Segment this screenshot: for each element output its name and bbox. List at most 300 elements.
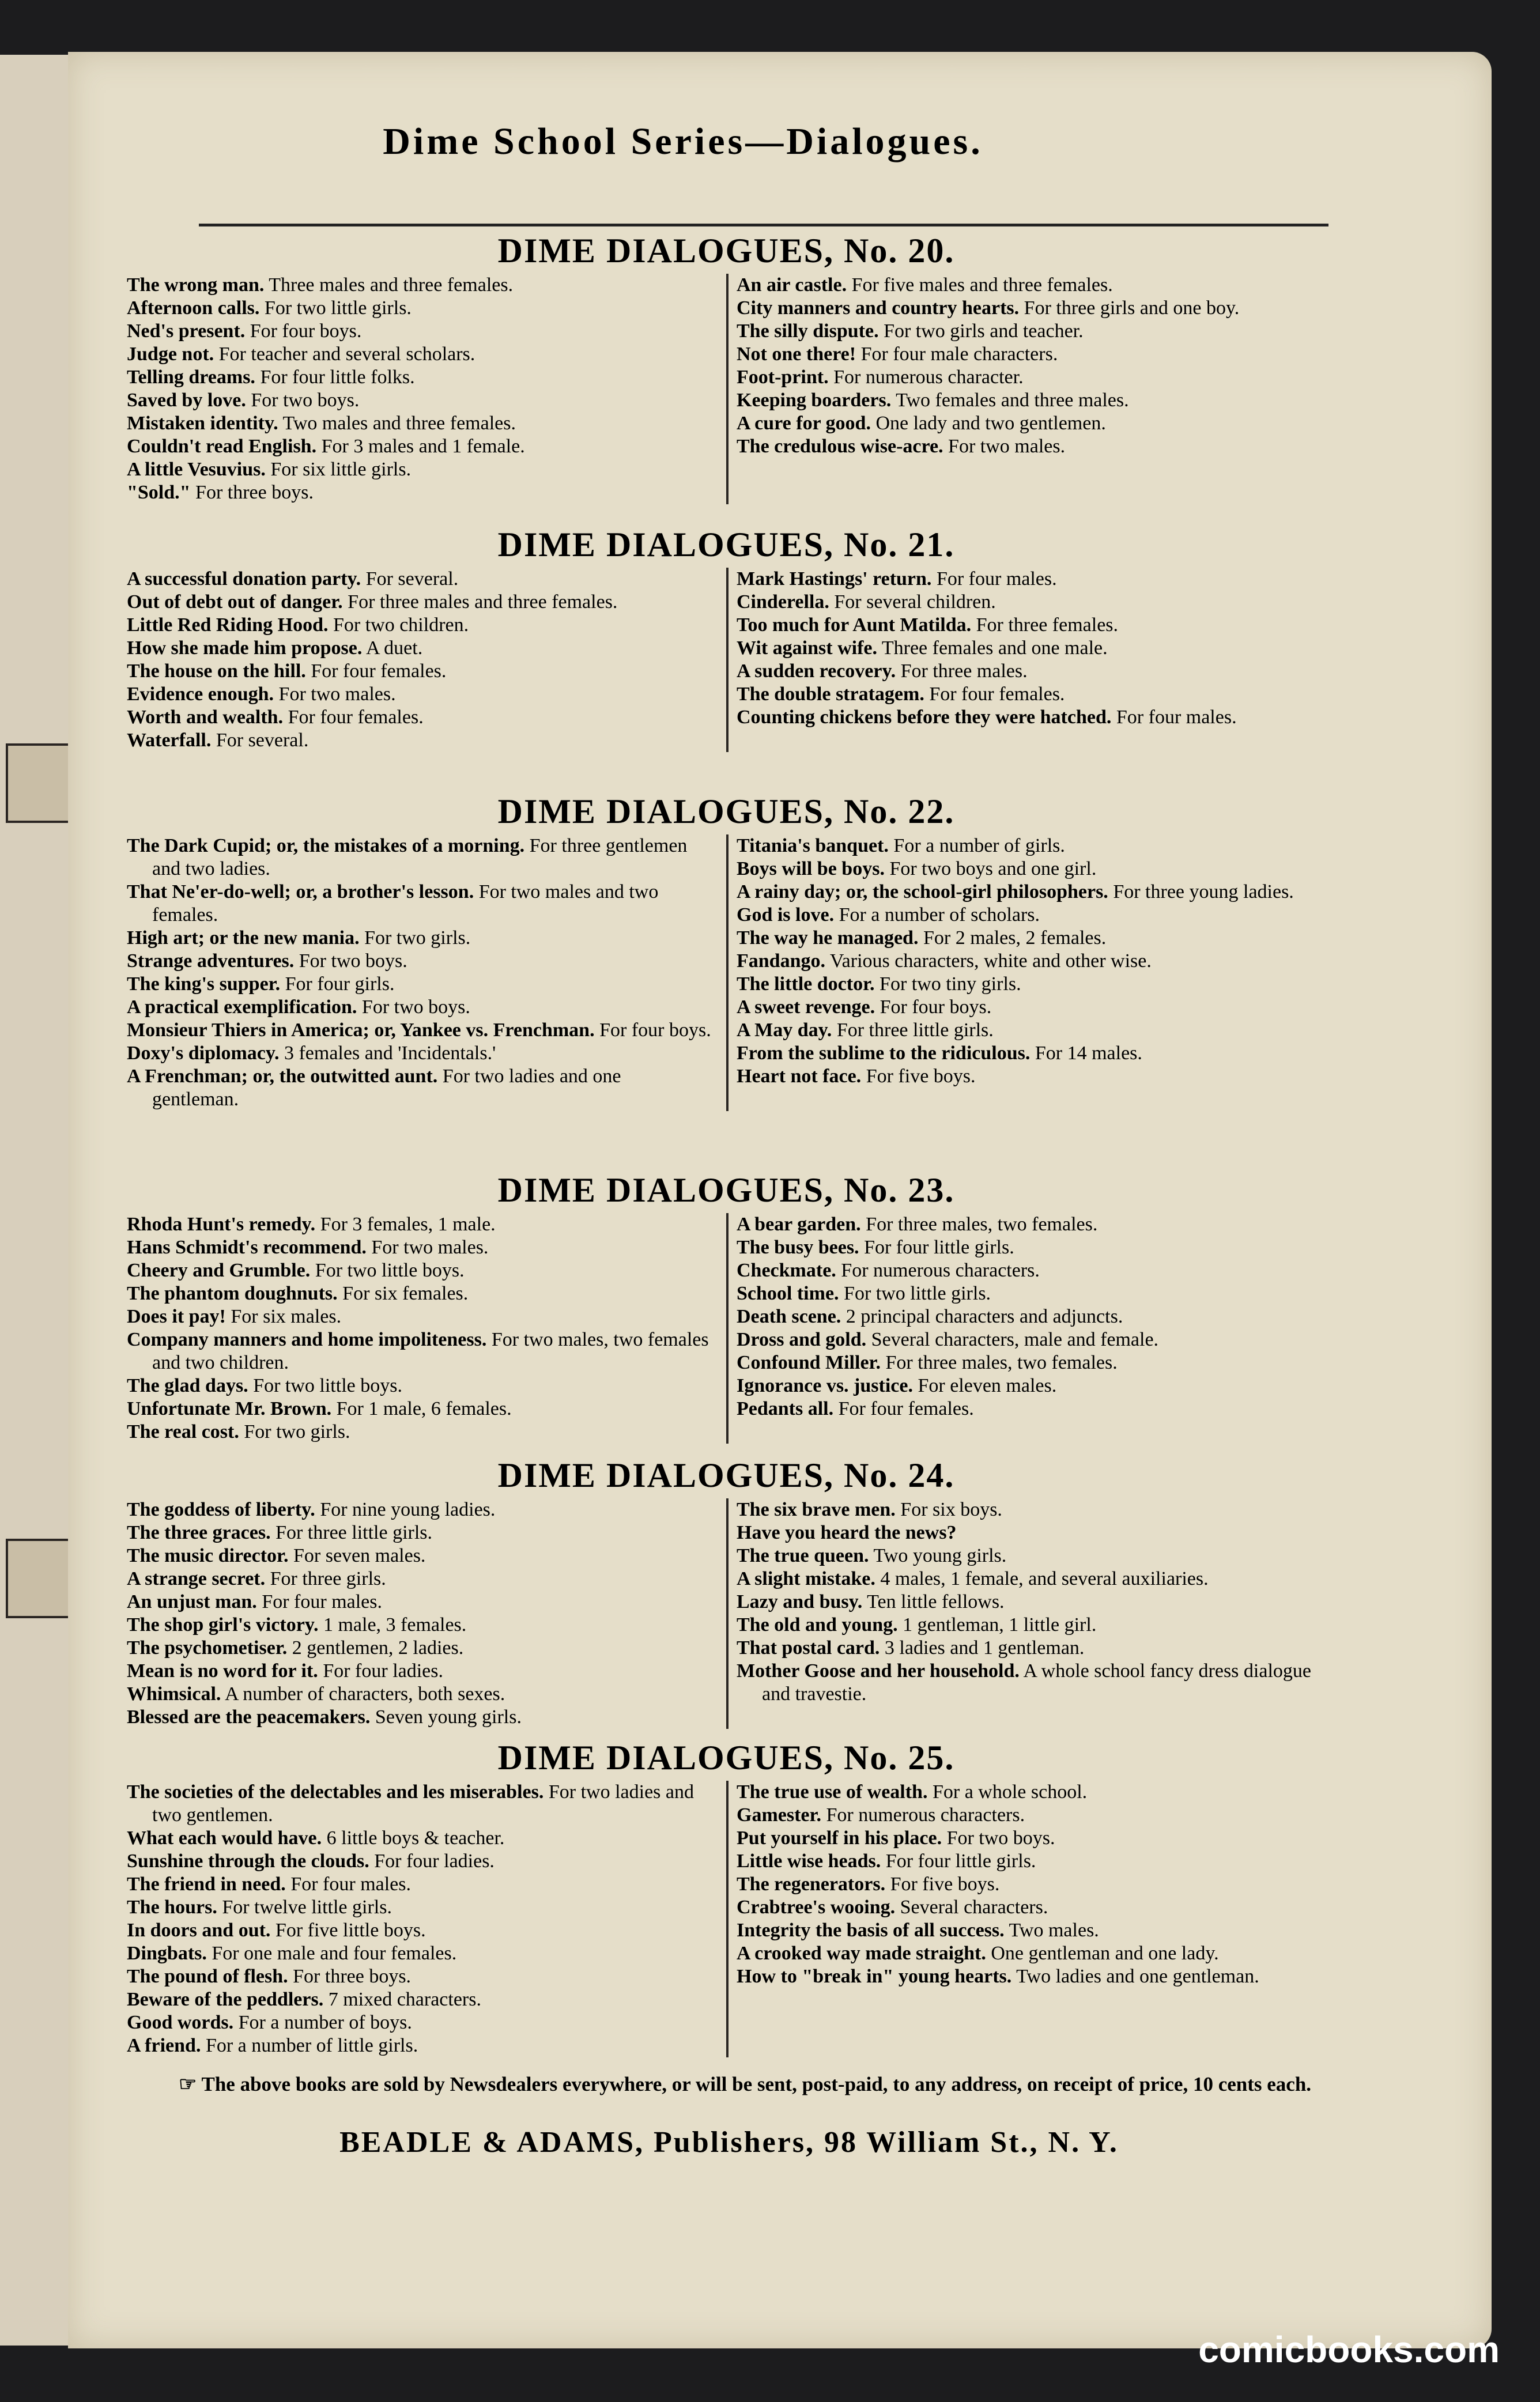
dialogue-entry — [737, 1019, 1326, 1042]
dialogue-cast: For four boys. — [594, 1019, 711, 1041]
dialogue-cast: For two ladies and two gentlemen. — [152, 1781, 694, 1826]
watermark: comicbooks.com — [1198, 2329, 1500, 2370]
dialogue-entry — [737, 435, 1326, 458]
dialogue-cast: For two boys. — [294, 950, 407, 972]
dialogue-section — [127, 1167, 1326, 1444]
dialogue-entry — [127, 1942, 711, 1965]
dialogue-entry — [127, 1042, 711, 1065]
dialogue-cast: For five little boys. — [270, 1920, 426, 1941]
dialogue-entry — [127, 973, 711, 996]
dialogue-entry — [737, 1282, 1326, 1305]
dialogue-cast: For four males. — [1111, 707, 1237, 728]
dialogue-entry — [127, 1873, 711, 1896]
column-right — [726, 274, 1326, 504]
dialogue-cast: For two ladies and one gentleman. — [152, 1066, 621, 1110]
header-rule — [199, 224, 1328, 226]
dialogue-title: Beware of the peddlers. — [127, 1989, 324, 2010]
section-title: DIME DIALOGUES, No. 22. — [497, 792, 955, 830]
dialogue-title: Rhoda Hunt's remedy. — [127, 1214, 316, 1235]
dialogue-title: Sunshine through the clouds. — [127, 1850, 369, 1872]
dialogue-title: City manners and country hearts. — [737, 297, 1020, 319]
dialogue-entry — [127, 660, 711, 683]
dialogue-title: Mother Goose and her household. — [737, 1660, 1020, 1682]
dialogue-cast: For a number of girls. — [888, 835, 1065, 856]
dialogue-title: An unjust man. — [127, 1591, 257, 1612]
dialogue-cast: For four little girls. — [881, 1850, 1036, 1872]
dialogue-section — [127, 1735, 1326, 2057]
column-right — [726, 834, 1326, 1111]
dialogue-entry — [737, 1873, 1326, 1896]
dialogue-title: Gamester. — [737, 1804, 821, 1826]
dialogue-title: The hours. — [127, 1897, 217, 1918]
dialogue-title: Worth and wealth. — [127, 707, 284, 728]
binding-tab-upper — [6, 743, 74, 823]
column-left — [127, 274, 726, 504]
dialogue-title: Couldn't read English. — [127, 436, 317, 457]
dialogue-entry — [737, 858, 1326, 881]
dialogue-cast: For two little boys. — [310, 1260, 465, 1281]
dialogue-entry — [127, 1568, 711, 1591]
column-right — [726, 568, 1326, 752]
dialogue-entry — [127, 996, 711, 1019]
column-right — [726, 1498, 1326, 1729]
dialogue-cast: For several children. — [829, 591, 996, 613]
dialogue-title: Pedants all. — [737, 1398, 834, 1419]
dialogue-entry — [737, 881, 1326, 904]
dialogue-title: A crooked way made straight. — [737, 1943, 986, 1964]
dialogue-entry — [737, 1804, 1326, 1827]
dialogue-entry — [737, 996, 1326, 1019]
dialogue-entry — [127, 1965, 711, 1988]
dialogue-cast: For two males. — [366, 1237, 489, 1258]
column-right — [726, 1781, 1326, 2057]
dialogue-cast: For two girls. — [359, 927, 471, 949]
dialogue-cast: For two little girls. — [839, 1283, 991, 1304]
dialogue-title: Keeping boarders. — [737, 390, 892, 411]
dialogue-title: Integrity the basis of all success. — [737, 1920, 1005, 1941]
dialogue-cast: For numerous characters. — [821, 1804, 1025, 1826]
dialogue-cast: Three males and three females. — [264, 274, 514, 296]
dialogue-entry — [737, 834, 1326, 858]
dialogue-cast: For four ladies. — [369, 1850, 495, 1872]
dialogue-title: Good words. — [127, 2012, 234, 2033]
dialogue-title: Out of debt out of danger. — [127, 591, 343, 613]
dialogue-cast: For three males and three females. — [342, 591, 618, 613]
dialogue-cast: For 14 males. — [1030, 1043, 1142, 1064]
dialogue-entry — [127, 1706, 711, 1729]
dialogue-cast: For four girls. — [280, 973, 395, 995]
column-left — [127, 1498, 726, 1729]
dialogue-cast: For three females. — [971, 614, 1119, 636]
dialogue-cast: For seven males. — [288, 1545, 426, 1566]
dialogue-cast: For four females. — [305, 660, 447, 682]
dialogue-title: The music director. — [127, 1545, 289, 1566]
publisher-line: BEADLE & ADAMS, Publishers, 98 William St., N. Y. — [339, 2126, 1119, 2159]
dialogue-cast: For four males. — [931, 568, 1057, 590]
dialogue-cast: 2 principal characters and adjuncts. — [841, 1306, 1123, 1327]
dialogue-entry — [127, 320, 711, 343]
dialogue-cast: Three females and one male. — [877, 637, 1108, 659]
dialogue-title: Dingbats. — [127, 1943, 207, 1964]
dialogue-title: Doxy's diplomacy. — [127, 1043, 280, 1064]
dialogue-title: The silly dispute. — [737, 320, 879, 342]
dialogue-entry — [737, 1236, 1326, 1259]
dialogue-entry — [127, 1850, 711, 1873]
dialogue-cast: One gentleman and one lady. — [986, 1943, 1219, 1964]
dialogue-entry — [737, 1919, 1326, 1942]
footer-note: ☞ The above books are sold by Newsdealers everywhere, or will be sent, post-paid, to any address, on receipt of price, 10 cents each. — [179, 2073, 1312, 2095]
dialogue-cast: Various characters, white and other wise. — [825, 950, 1152, 972]
dialogue-entry — [737, 1498, 1326, 1521]
dialogue-title: Cheery and Grumble. — [127, 1260, 311, 1281]
section-title: DIME DIALOGUES, No. 20. — [497, 232, 955, 270]
dialogue-title: A May day. — [737, 1019, 832, 1041]
dialogue-cast: For two tiny girls. — [874, 973, 1021, 995]
dialogue-cast: For two boys. — [357, 996, 470, 1018]
dialogue-cast: For four ladies. — [318, 1660, 443, 1682]
dialogue-cast: For nine young ladies. — [315, 1499, 496, 1520]
dialogue-entry — [127, 927, 711, 950]
dialogue-title: The house on the hill. — [127, 660, 306, 682]
dialogue-entry — [127, 950, 711, 973]
dialogue-title: Saved by love. — [127, 390, 246, 411]
dialogue-entry — [127, 614, 711, 637]
dialogue-cast: For four males. — [285, 1874, 411, 1895]
dialogue-entry — [737, 1591, 1326, 1614]
dialogue-entry — [737, 904, 1326, 927]
dialogue-cast: For four male characters. — [856, 343, 1058, 365]
dialogue-entry — [127, 1919, 711, 1942]
dialogue-entry — [127, 1988, 711, 2011]
dialogue-cast: For 3 females, 1 male. — [315, 1214, 496, 1235]
dialogue-title: A friend. — [127, 2035, 201, 2056]
dialogue-title: In doors and out. — [127, 1920, 271, 1941]
column-left — [127, 834, 726, 1111]
dialogue-cast: For several. — [361, 568, 459, 590]
dialogue-cast: For two girls and teacher. — [878, 320, 1084, 342]
dialogue-cast: Ten little fellows. — [862, 1591, 1005, 1612]
dialogue-title: The old and young. — [737, 1614, 898, 1636]
dialogue-cast: For six females. — [337, 1283, 469, 1304]
dialogue-title: The double stratagem. — [737, 683, 924, 705]
dialogue-title: Checkmate. — [737, 1260, 836, 1281]
dialogue-title: Crabtree's wooing. — [737, 1897, 896, 1918]
dialogue-cast: Several characters, male and female. — [866, 1329, 1159, 1350]
dialogue-title: The true use of wealth. — [737, 1781, 928, 1803]
dialogue-entry — [127, 683, 711, 706]
dialogue-title: The goddess of liberty. — [127, 1499, 315, 1520]
dialogue-entry — [737, 614, 1326, 637]
dialogue-entry — [127, 389, 711, 412]
dialogue-entry — [737, 637, 1326, 660]
dialogue-entry — [127, 412, 711, 435]
dialogue-entry — [127, 1544, 711, 1568]
dialogue-entry — [127, 1683, 711, 1706]
dialogue-title: The psychometiser. — [127, 1637, 288, 1659]
dialogue-title: The Dark Cupid; or, the mistakes of a morning. — [127, 835, 525, 856]
dialogue-cast: For four males. — [256, 1591, 382, 1612]
dialogue-entry — [737, 1637, 1326, 1660]
dialogue-title: Afternoon calls. — [127, 297, 260, 319]
dialogue-title: Titania's banquet. — [737, 835, 889, 856]
dialogue-entry — [127, 1019, 711, 1042]
dialogue-entry — [127, 1660, 711, 1683]
dialogue-title: Put yourself in his place. — [737, 1827, 942, 1849]
dialogue-title: From the sublime to the ridiculous. — [737, 1043, 1031, 1064]
column-left — [127, 568, 726, 752]
dialogue-title: That postal card. — [737, 1637, 880, 1659]
dialogue-title: An air castle. — [737, 274, 847, 296]
dialogue-title: Judge not. — [127, 343, 214, 365]
dialogue-title: The shop girl's victory. — [127, 1614, 319, 1636]
dialogue-title: The wrong man. — [127, 274, 265, 296]
dialogue-title: A sudden recovery. — [737, 660, 896, 682]
dialogue-title: A little Vesuvius. — [127, 459, 266, 480]
dialogue-entry — [737, 1398, 1326, 1421]
dialogue-cast: For four little girls. — [859, 1237, 1014, 1258]
dialogue-title: Foot-print. — [737, 367, 829, 388]
dialogue-title: What each would have. — [127, 1827, 322, 1849]
dialogue-title: Cinderella. — [737, 591, 829, 613]
dialogue-entry — [737, 1942, 1326, 1965]
dialogue-title: Boys will be boys. — [737, 858, 885, 879]
dialogue-cast: For two children. — [328, 614, 469, 636]
dialogue-title: A sweet revenge. — [737, 996, 875, 1018]
dialogue-cast: 2 gentlemen, 2 ladies. — [287, 1637, 464, 1659]
dialogue-cast: For three little girls. — [832, 1019, 994, 1041]
dialogue-title: The six brave men. — [737, 1499, 896, 1520]
dialogue-title: A bear garden. — [737, 1214, 861, 1235]
dialogue-title: Little wise heads. — [737, 1850, 881, 1872]
dialogue-cast: For four little folks. — [255, 367, 415, 388]
dialogue-cast: One lady and two gentlemen. — [870, 413, 1106, 434]
section-title: DIME DIALOGUES, No. 25. — [497, 1739, 955, 1777]
dialogue-cast: For five males and three females. — [847, 274, 1113, 296]
column-right — [726, 1213, 1326, 1444]
dialogue-entry — [127, 297, 711, 320]
dialogue-cast: For two males. — [943, 436, 1066, 457]
dialogue-cast: For three girls and one boy. — [1019, 297, 1240, 319]
dialogue-title: Fandango. — [737, 950, 825, 972]
dialogue-cast: For four boys. — [245, 320, 362, 342]
dialogue-title: A practical exemplification. — [127, 996, 357, 1018]
dialogue-cast: 3 ladies and 1 gentleman. — [880, 1637, 1085, 1659]
dialogue-entry — [737, 706, 1326, 729]
dialogue-entry — [127, 568, 711, 591]
dialogue-section — [127, 1452, 1326, 1729]
dialogue-cast: A whole school fancy dress dialogue and travestie. — [762, 1660, 1311, 1705]
dialogue-entry — [737, 950, 1326, 973]
dialogue-title: Too much for Aunt Matilda. — [737, 614, 972, 636]
dialogue-title: A strange secret. — [127, 1568, 266, 1589]
dialogue-entry — [737, 274, 1326, 297]
dialogue-cast: Two ladies and one gentleman. — [1011, 1966, 1259, 1987]
dialogue-entry — [737, 1965, 1326, 1988]
dialogue-cast: A duet. — [362, 637, 423, 659]
dialogue-title: Strange adventures. — [127, 950, 295, 972]
dialogue-entry — [127, 1421, 711, 1444]
dialogue-entry — [127, 881, 711, 927]
dialogue-title: Unfortunate Mr. Brown. — [127, 1398, 332, 1419]
dialogue-section — [127, 788, 1326, 1111]
dialogue-entry — [127, 1498, 711, 1521]
dialogue-entry — [737, 1351, 1326, 1374]
dialogue-title: That Ne'er-do-well; or, a brother's lesson. — [127, 881, 474, 902]
dialogue-entry — [127, 729, 711, 752]
dialogue-title: The three graces. — [127, 1522, 271, 1543]
dialogue-cast: For a number of little girls. — [201, 2035, 418, 2056]
dialogue-entry — [127, 1236, 711, 1259]
dialogue-entry — [127, 1637, 711, 1660]
dialogue-title: Have you heard the news? — [737, 1522, 957, 1543]
dialogue-title: The little doctor. — [737, 973, 875, 995]
dialogue-cast: For five boys. — [861, 1066, 976, 1087]
dialogue-entry — [737, 297, 1326, 320]
dialogue-entry — [737, 1850, 1326, 1873]
dialogue-entry — [737, 1614, 1326, 1637]
dialogue-entry — [127, 435, 711, 458]
dialogue-entry — [737, 1259, 1326, 1282]
dialogue-entry — [127, 1328, 711, 1374]
dialogue-cast: For two boys and one girl. — [884, 858, 1097, 879]
dialogue-title: High art; or the new mania. — [127, 927, 360, 949]
dialogue-entry — [737, 1213, 1326, 1236]
dialogue-cast: For three males. — [896, 660, 1028, 682]
dialogue-cast: For a whole school. — [927, 1781, 1088, 1803]
dialogue-entry — [127, 1065, 711, 1111]
dialogue-title: Whimsical. — [127, 1683, 221, 1705]
dialogue-title: Little Red Riding Hood. — [127, 614, 329, 636]
dialogue-title: A cure for good. — [737, 413, 871, 434]
dialogue-title: The friend in need. — [127, 1874, 286, 1895]
dialogue-title: Blessed are the peacemakers. — [127, 1706, 371, 1728]
dialogue-title: Confound Miller. — [737, 1352, 881, 1373]
dialogue-cast: Several characters. — [895, 1897, 1048, 1918]
dialogue-title: Company manners and home impoliteness. — [127, 1329, 487, 1350]
dialogue-cast: For six little girls. — [265, 459, 412, 480]
column-left — [127, 1213, 726, 1444]
dialogue-title: The busy bees. — [737, 1237, 859, 1258]
dialogue-entry — [127, 2034, 711, 2057]
dialogue-cast: For six boys. — [895, 1499, 1002, 1520]
dialogue-entry — [127, 481, 711, 504]
dialogue-entry — [737, 1042, 1326, 1065]
dialogue-cast: For two girls. — [239, 1421, 350, 1442]
dialogue-cast: Two males and three females. — [278, 413, 516, 434]
dialogue-entry — [127, 706, 711, 729]
dialogue-entry — [127, 1213, 711, 1236]
dialogue-title: The glad days. — [127, 1375, 248, 1396]
dialogue-title: Lazy and busy. — [737, 1591, 863, 1612]
dialogue-entry — [127, 274, 711, 297]
dialogue-cast: For numerous character. — [828, 367, 1024, 388]
dialogue-entry — [737, 1896, 1326, 1919]
dialogue-cast: 7 mixed characters. — [323, 1989, 481, 2010]
dialogue-entry — [737, 366, 1326, 389]
dialogue-title: Counting chickens before they were hatched. — [737, 707, 1112, 728]
dialogue-cast: For six males. — [225, 1306, 342, 1327]
dialogue-entry — [737, 591, 1326, 614]
dialogue-cast: For two males and two females. — [152, 881, 659, 926]
dialogue-cast: For five boys. — [885, 1874, 1000, 1895]
section-title: DIME DIALOGUES, No. 23. — [497, 1171, 955, 1209]
dialogue-cast: For three males, two females. — [881, 1352, 1118, 1373]
dialogue-cast: For a number of scholars. — [834, 904, 1040, 926]
dialogue-entry — [737, 1781, 1326, 1804]
dialogue-title: The pound of flesh. — [127, 1966, 288, 1987]
dialogue-title: "Sold." — [127, 482, 191, 503]
dialogue-entry — [127, 1521, 711, 1544]
dialogue-cast: 1 gentleman, 1 little girl. — [897, 1614, 1097, 1636]
dialogue-cast: 6 little boys & teacher. — [322, 1827, 505, 1849]
dialogue-title: A rainy day; or, the school-girl philosophers. — [737, 881, 1108, 902]
dialogue-cast: Two females and three males. — [891, 390, 1129, 411]
dialogue-title: Telling dreams. — [127, 367, 255, 388]
dialogue-title: Evidence enough. — [127, 683, 274, 705]
dialogue-title: A Frenchman; or, the outwitted aunt. — [127, 1066, 438, 1087]
dialogue-title: Not one there! — [737, 343, 856, 365]
dialogue-entry — [737, 927, 1326, 950]
dialogue-cast: For several. — [211, 730, 309, 751]
dialogue-cast: For three girls. — [265, 1568, 386, 1589]
dialogue-entry — [737, 1544, 1326, 1568]
dialogue-cast: For three males, two females. — [860, 1214, 1098, 1235]
dialogue-entry — [737, 568, 1326, 591]
dialogue-title: A slight mistake. — [737, 1568, 875, 1589]
column-left — [127, 1781, 726, 2057]
dialogue-entry — [127, 1282, 711, 1305]
dialogue-entry — [737, 1374, 1326, 1398]
dialogue-title: The king's supper. — [127, 973, 281, 995]
dialogue-section — [127, 228, 1326, 504]
dialogue-entry — [127, 458, 711, 481]
dialogue-title: Ignorance vs. justice. — [737, 1375, 913, 1396]
dialogue-cast: 1 male, 3 females. — [318, 1614, 467, 1636]
dialogue-entry — [737, 1568, 1326, 1591]
left-page-edge — [0, 55, 77, 2346]
dialogue-entry — [127, 1827, 711, 1850]
dialogue-title: The true queen. — [737, 1545, 869, 1566]
dialogue-entry — [127, 1896, 711, 1919]
dialogue-cast: For three young ladies. — [1108, 881, 1294, 902]
dialogue-title: Heart not face. — [737, 1066, 862, 1087]
dialogue-entry — [737, 1521, 1326, 1544]
dialogue-entry — [127, 591, 711, 614]
dialogue-entry — [737, 683, 1326, 706]
section-title: DIME DIALOGUES, No. 21. — [497, 526, 955, 564]
dialogue-title: The societies of the delectables and les miserables. — [127, 1781, 544, 1803]
dialogue-cast: For two males. — [274, 683, 396, 705]
dialogue-entry — [127, 1591, 711, 1614]
dialogue-entry — [127, 343, 711, 366]
dialogue-title: God is love. — [737, 904, 835, 926]
dialogue-title: School time. — [737, 1283, 839, 1304]
dialogue-cast: For two little boys. — [248, 1375, 402, 1396]
dialogue-title: The real cost. — [127, 1421, 239, 1442]
dialogue-cast: For 3 males and 1 female. — [316, 436, 525, 457]
dialogue-title: How she made him propose. — [127, 637, 363, 659]
dialogue-entry — [127, 1259, 711, 1282]
dialogue-entry — [737, 1305, 1326, 1328]
dialogue-entry — [127, 637, 711, 660]
dialogue-cast: Seven young girls. — [370, 1706, 522, 1728]
dialogue-entry — [127, 1614, 711, 1637]
dialogue-entry — [127, 1781, 711, 1827]
dialogue-cast: For two males, two females and two children. — [152, 1329, 709, 1373]
dialogue-title: Dross and gold. — [737, 1329, 867, 1350]
dialogue-section — [127, 522, 1326, 752]
dialogue-title: Waterfall. — [127, 730, 212, 751]
